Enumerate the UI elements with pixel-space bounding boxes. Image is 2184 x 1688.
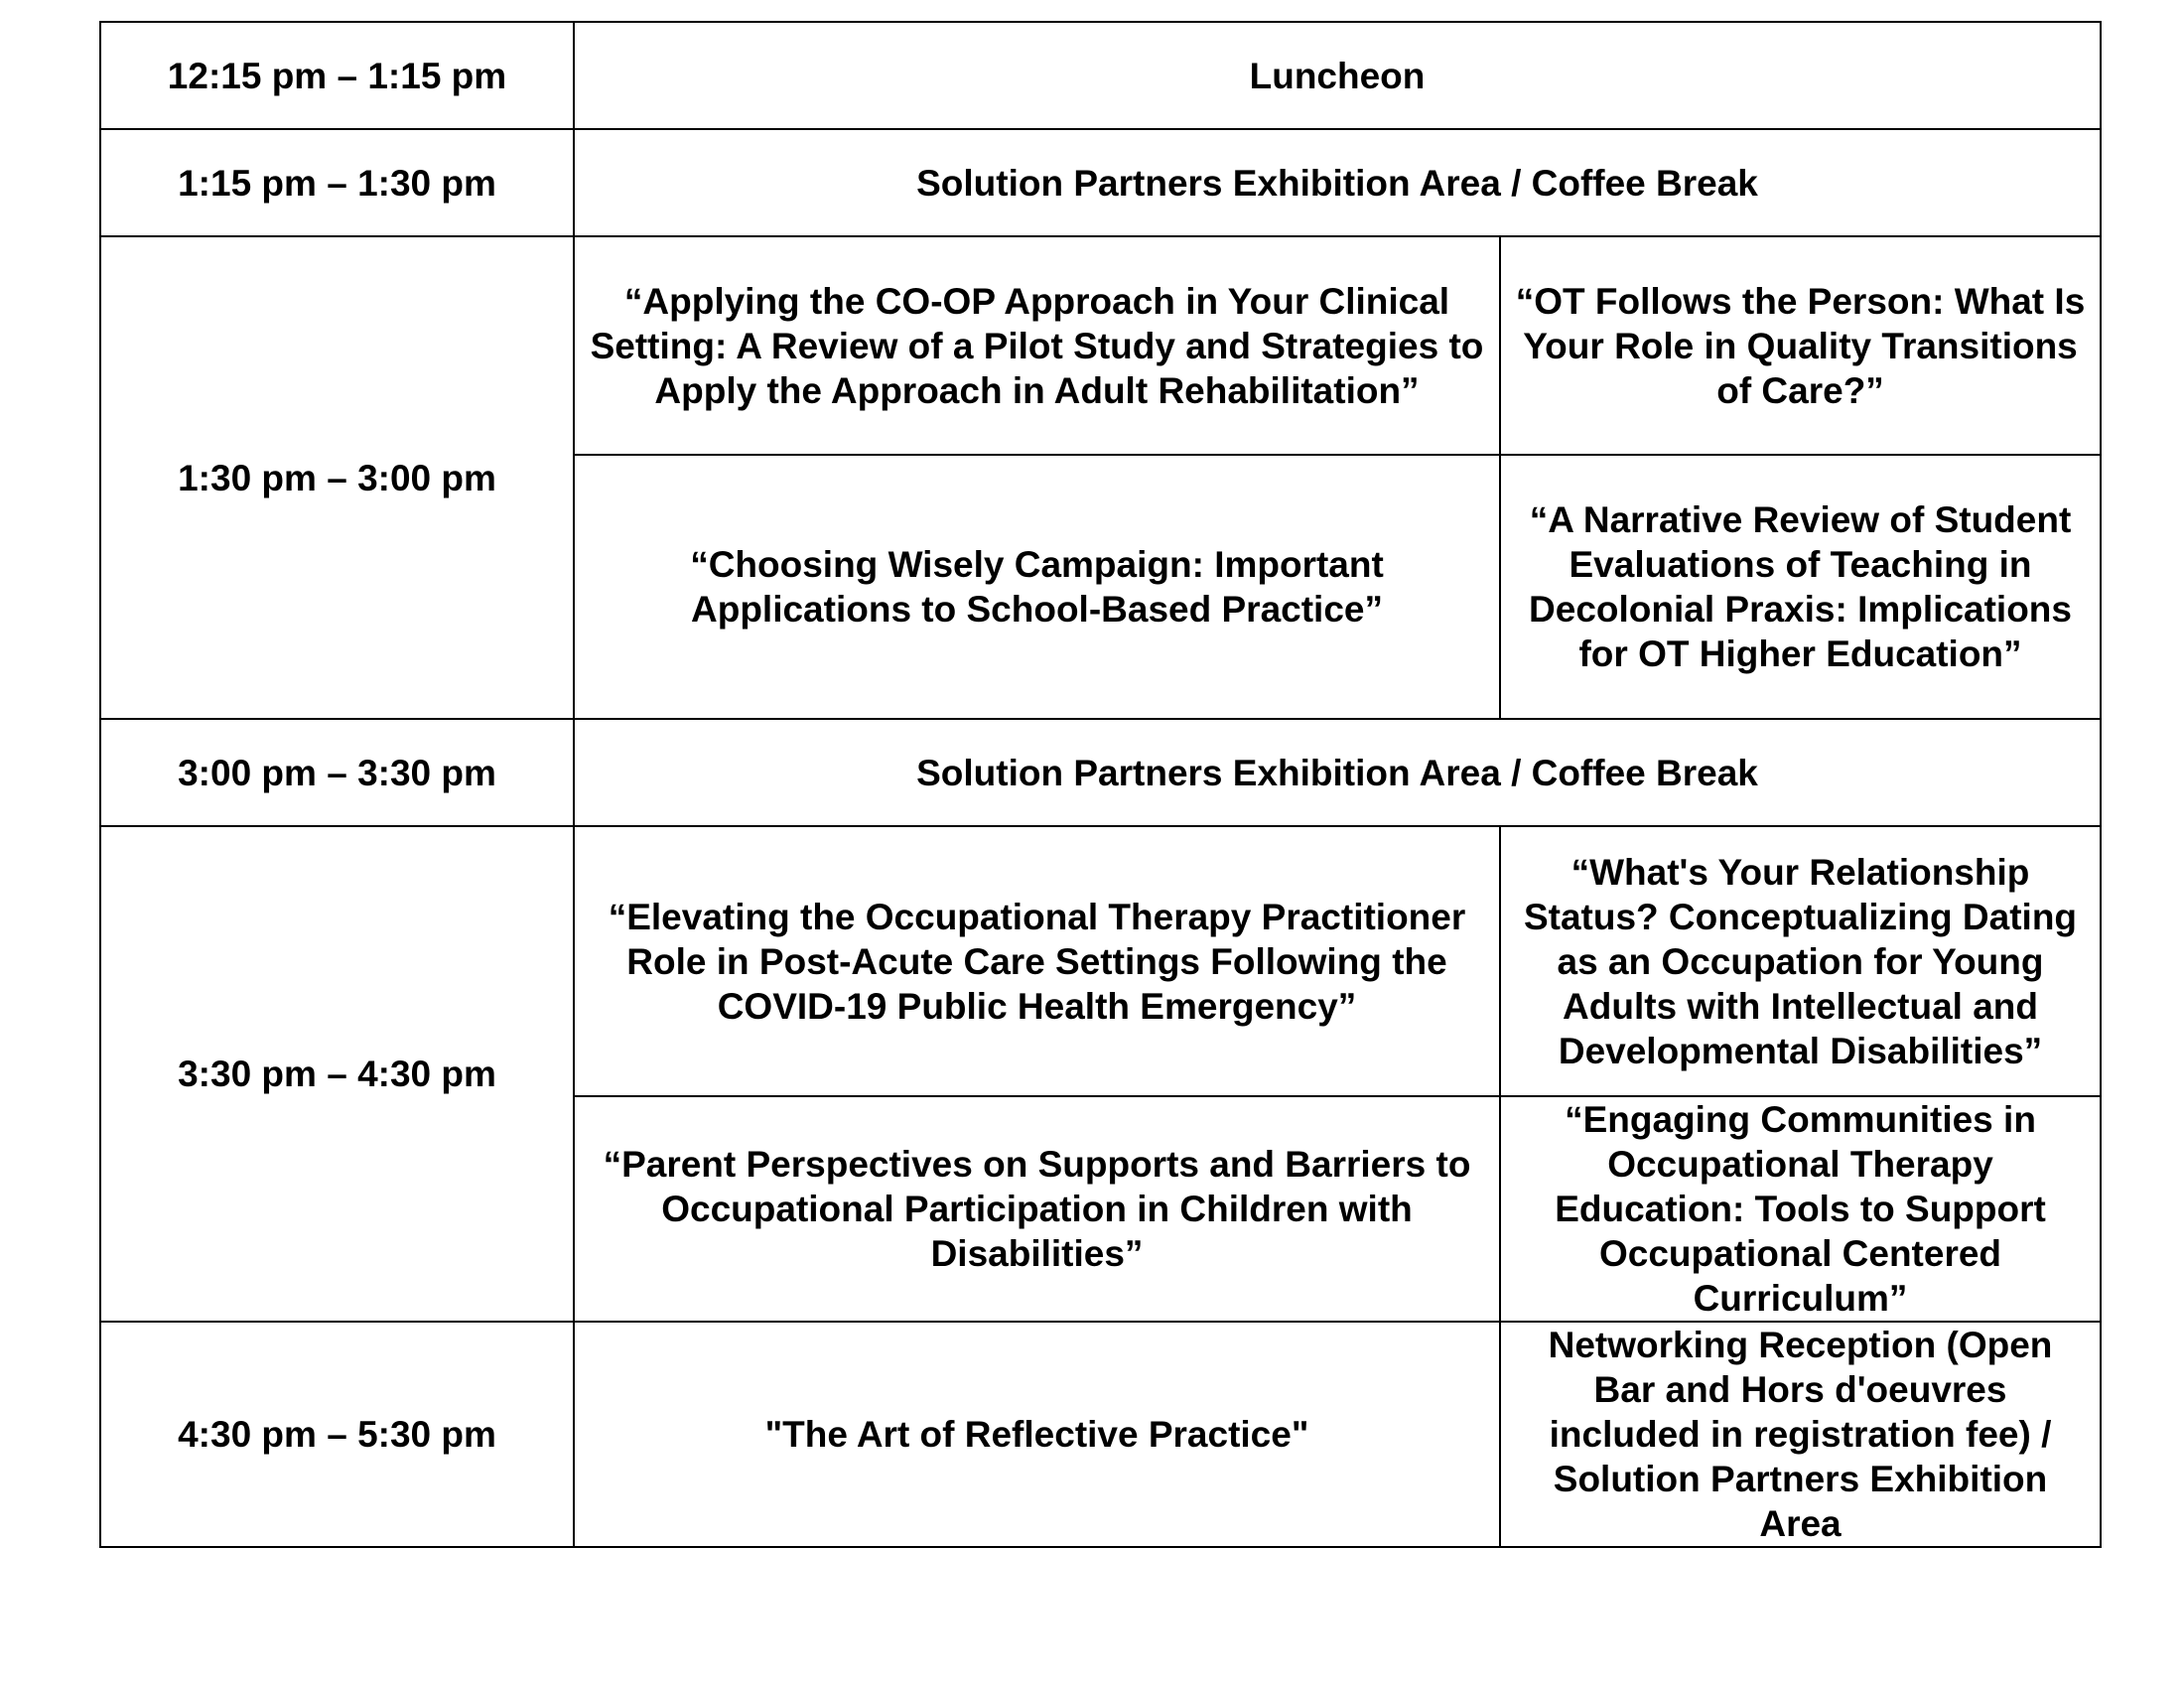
time-cell: 3:30 pm – 4:30 pm [100,826,574,1322]
session-cell: “Elevating the Occupational Therapy Practitioner Role in Post-Acute Care Settings Following the COVID-19 Public Health Emergency” [574,826,1500,1096]
session-cell: “OT Follows the Person: What Is Your Role in Quality Transitions of Care?” [1500,236,2101,455]
event-cell: Luncheon [574,22,2101,129]
session-cell: “Choosing Wisely Campaign: Important Applications to School-Based Practice” [574,455,1500,719]
schedule-row-session-block-1 [100,236,2101,455]
time-cell: 1:30 pm – 3:00 pm [100,236,574,719]
schedule-row-luncheon [100,22,2101,129]
session-cell: Networking Reception (Open Bar and Hors d'oeuvres included in registration fee) / Solution Partners Exhibition Area [1500,1322,2101,1547]
session-cell: “A Narrative Review of Student Evaluations of Teaching in Decolonial Praxis: Implications for OT Higher Education” [1500,455,2101,719]
event-cell: Solution Partners Exhibition Area / Coffee Break [574,129,2101,236]
schedule-row-session-block-2 [100,826,2101,1096]
session-cell: "The Art of Reflective Practice" [574,1322,1500,1547]
schedule-table [99,21,2102,1548]
schedule-row-coffee-break-1 [100,129,2101,236]
event-cell: Solution Partners Exhibition Area / Coffee Break [574,719,2101,826]
time-cell: 1:15 pm – 1:30 pm [100,129,574,236]
time-cell: 12:15 pm – 1:15 pm [100,22,574,129]
time-cell: 4:30 pm – 5:30 pm [100,1322,574,1547]
session-cell: “What's Your Relationship Status? Conceptualizing Dating as an Occupation for Young Adults with Intellectual and Developmental Disabilities” [1500,826,2101,1096]
schedule-row-coffee-break-2 [100,719,2101,826]
session-cell: “Engaging Communities in Occupational Therapy Education: Tools to Support Occupational Centered Curriculum” [1500,1096,2101,1322]
session-cell: “Applying the CO-OP Approach in Your Clinical Setting: A Review of a Pilot Study and Strategies to Apply the Approach in Adult Rehabilitation” [574,236,1500,455]
time-cell: 3:00 pm – 3:30 pm [100,719,574,826]
session-cell: “Parent Perspectives on Supports and Barriers to Occupational Participation in Children with Disabilities” [574,1096,1500,1322]
schedule-row-reception [100,1322,2101,1547]
